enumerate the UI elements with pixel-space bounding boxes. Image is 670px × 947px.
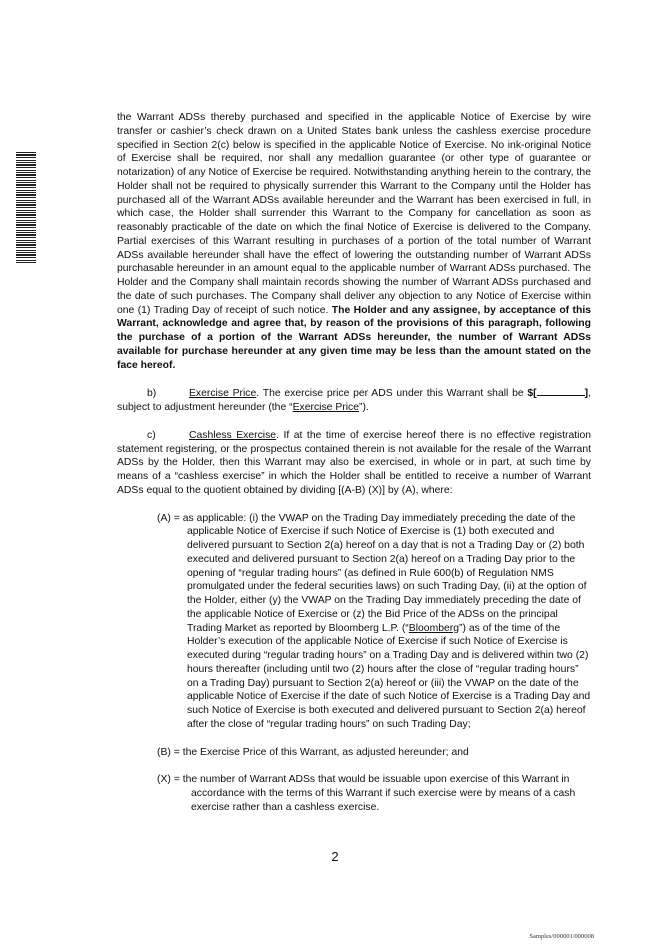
section-b-text-1: . The exercise price per ADS under this Warrant shall be	[256, 388, 528, 400]
section-c-number: c)	[147, 429, 156, 441]
document-body	[117, 111, 591, 815]
barcode-icon	[16, 152, 36, 264]
footer-document-id: Samples/000001/000008	[529, 933, 594, 940]
paragraph-exercise-delivery	[117, 111, 591, 372]
paragraph-text: the Warrant ADSs thereby purchased and specified in the applicable Notice of Exercise by wire transfer or cashier’s check drawn on a United States bank unless the cashless exercise procedure specified in Section 2(c) below is specified in the applicable Notice of Exercise. No ink-original Notice of Exercise shall be required, nor shall any medallion guarantee (or other type of guarantee or notarization) of any Notice of Exercise be required. Notwithstanding anything herein to the contrary, the Holder shall not be required to physically surrender this Warrant to the Company until the Holder has purchased all of the Warrant ADSs available hereunder and the Warrant has been exercised in full, in which case, the Holder shall surrender this Warrant to the Company for cancellation as soon as reasonably practicable of the date on which the final Notice of Exercise is delivered to the Company. Partial exercises of this Warrant resulting in purchases of a portion of the total number of Warrant ADSs available hereunder shall have the effect of lowering the outstanding number of Warrant ADSs purchasable hereunder in an amount equal to the applicable number of Warrant ADSs purchased. The Holder and the Company shall maintain records showing the number of Warrant ADSs purchased and the date of such purchases. The Company shall deliver any objection to any Notice of Exercise within one (1) Trading Day of receipt of such notice.	[117, 112, 591, 316]
page-number: 2	[331, 849, 339, 864]
definition-a-text-1: (A) = as applicable: (i) the VWAP on the Trading Day immediately preceding the date of the applicable Notice of Exercise if such Notice of Exercise is (1) both executed and delivered pursuant to Section 2(a) hereof on a day that is not a Trading Day or (2) both executed and delivered pursuant to Section 2(a) hereof on a Trading Day prior to the opening of “regular trading hours” (as defined in Rule 600(b) of Regulation NMS promulgated under the federal securities laws) on such Trading Day, (ii) at the option of the Holder, either (y) the VWAP on the Trading Day immediately preceding the date of the applicable Notice of Exercise or (z) the Bid Price of the ADSs on the principal Trading Market as reported by Bloomberg L.P. (“	[157, 512, 587, 634]
section-b-heading: Exercise Price	[189, 388, 257, 400]
definition-a	[157, 512, 591, 732]
definition-b	[157, 746, 591, 760]
price-blank-close: ]	[584, 388, 589, 400]
definition-x	[157, 773, 591, 814]
definition-x-text: (X) = the number of Warrant ADSs that would be issuable upon exercise of this Warrant in accordance with the terms of this Warrant if such exercise were by means of a cash exercise rather than a cashless exercise.	[157, 774, 576, 813]
section-b-number: b)	[147, 388, 157, 400]
section-b-text-2: , subject to adjustment hereunder (the “	[117, 388, 592, 413]
price-blank-line	[537, 386, 585, 396]
section-c-cashless-exercise	[117, 429, 591, 498]
price-blank-open: $[	[527, 388, 537, 400]
paragraph-bold-acknowledgement: The Holder and any assignee, by acceptance of this Warrant, acknowledge and agree that, by reason of the provisions of this paragraph, following the purchase of a portion of the Warrant ADSs hereunder, the number of Warrant ADSs available for purchase hereunder at any given time may be less than the amount stated on the face hereof.	[117, 304, 591, 371]
section-b-exercise-price	[117, 386, 591, 415]
section-b-defined-term: Exercise Price	[292, 402, 359, 413]
section-c-heading: Cashless Exercise	[189, 429, 277, 441]
definition-b-text: (B) = the Exercise Price of this Warrant, as adjusted hereunder; and	[157, 746, 469, 758]
section-c-text: . If at the time of exercise hereof there is no effective registration statement registering, or the prospectus contained therein is not available for the resale of the Warrant ADSs by the Holder, then this Warrant may also be exercised, in whole or in part, at such time by means of a “cashless exercise” in which the Holder shall be entitled to receive a number of Warrant ADSs equal to the quotient obtained by dividing [(A-B) (X)] by (A), where:	[117, 429, 592, 496]
definition-a-text-2: ”) as of the time of the Holder’s execution of the applicable Notice of Exercise if such Notice of Exercise is executed during “regular trading hours” on a Trading Day and is delivered within two (2) hours thereafter (including until two (2) hours after the close of “regular trading hours” on a Trading Day) pursuant to Section 2(a) hereof or (iii) the VWAP on the date of the applicable Notice of Exercise if the date of such Notice of Exercise is a Trading Day and such Notice of Exercise is both executed and delivered pursuant to Section 2(a) hereof after the close of “regular trading hours” on such Trading Day;	[187, 622, 591, 730]
section-b-text-3: ”).	[359, 402, 369, 413]
definition-a-defined-term: Bloomberg	[408, 622, 460, 634]
